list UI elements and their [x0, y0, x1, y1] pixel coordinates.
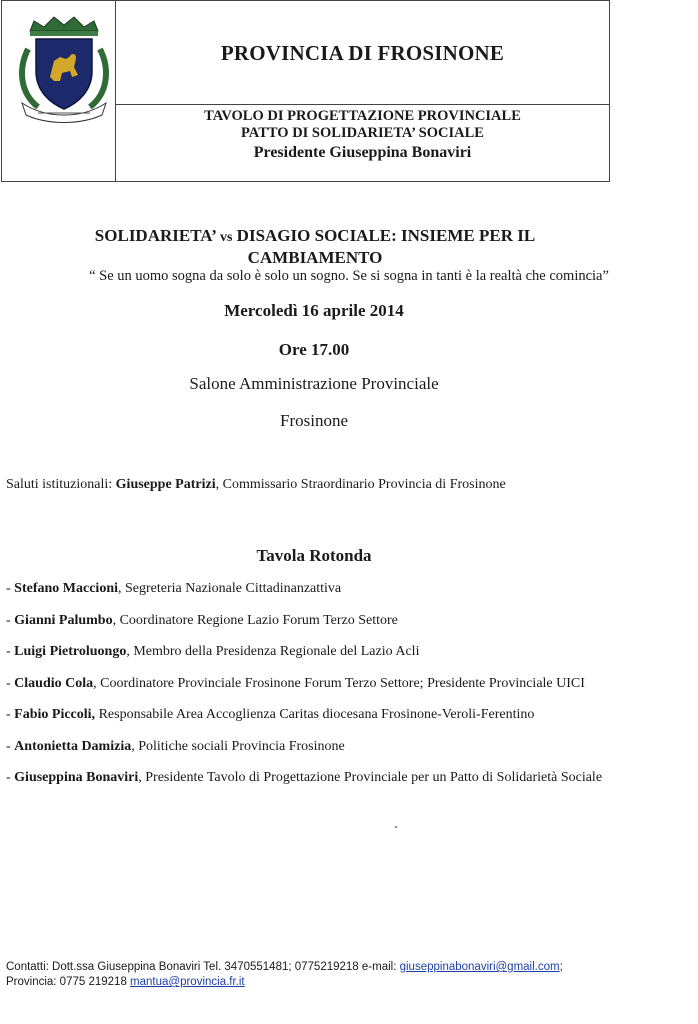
- event-title-part2: DISAGIO SOCIALE: INSIEME PER IL CAMBIAMENTO: [236, 226, 536, 267]
- speaker-name: Giuseppina Bonaviri: [14, 770, 139, 785]
- letterhead-horizontal-divider: [115, 104, 609, 105]
- speaker-name: Stefano Maccioni: [14, 581, 118, 596]
- round-table-title: Tavola Rotonda: [256, 546, 372, 565]
- contact-email-link[interactable]: giuseppinabonaviri@gmail.com: [399, 961, 560, 973]
- greetings-speaker-role: , Commissario Straordinario Provincia di Frosinone: [215, 477, 506, 492]
- speaker-name: Claudio Cola: [14, 675, 94, 691]
- speaker-name: Fabio Piccoli,: [14, 707, 96, 722]
- event-title-vs: vs: [219, 230, 233, 245]
- speaker-role: , Politiche sociali Provincia Frosinone: [131, 738, 345, 754]
- speaker-item: - Antonietta Damizia, Politiche sociali Provincia Frosinone: [6, 738, 345, 754]
- institutional-greetings: [6, 477, 506, 493]
- event-venue: Salone Amministrazione Provinciale: [189, 374, 439, 393]
- speaker-role: Responsabile Area Accoglienza Caritas diocesana Frosinone-Veroli-Ferentino: [95, 707, 535, 722]
- speaker-name: Antonietta Damizia: [14, 738, 132, 754]
- speaker-item: - Gianni Palumbo, Coordinatore Regione Lazio Forum Terzo Settore: [6, 612, 398, 628]
- speaker-role: , Presidente Tavolo di Progettazione Provinciale per un Patto di Solidarietà Sociale: [138, 770, 603, 785]
- president-line: Presidente Giuseppina Bonaviri: [253, 144, 472, 161]
- speaker-item: - Stefano Maccioni, Segreteria Nazionale Cittadinanzattiva: [6, 581, 342, 596]
- speaker-role: , Segreteria Nazionale Cittadinanzattiva: [118, 581, 342, 596]
- speaker-list: [6, 581, 602, 802]
- event-title-part1: SOLIDARIETA’: [94, 226, 216, 245]
- speaker-role: , Coordinatore Regione Lazio Forum Terzo Settore: [112, 612, 398, 628]
- speaker-item: - Giuseppina Bonaviri, Presidente Tavolo di Progettazione Provinciale per un Patto di Solidarietà Sociale: [6, 770, 603, 785]
- province-contacts-line: [6, 975, 563, 990]
- speaker-item: - Fabio Piccoli, Responsabile Area Accoglienza Caritas diocesana Frosinone-Veroli-Ferentino: [6, 707, 535, 722]
- province-email-link[interactable]: mantua@provincia.fr.it: [130, 976, 245, 988]
- contacts-text: Contatti: Dott.ssa Giuseppina Bonaviri Tel. 3470551481; 0775219218 e-mail:: [6, 961, 400, 973]
- speaker-name: Luigi Pietroluongo: [14, 644, 127, 659]
- speaker-item: - Claudio Cola, Coordinatore Provinciale Frosinone Forum Terzo Settore; Presidente Provinciale UICI: [6, 675, 585, 691]
- solidarity-pact-title: PATTO DI SOLIDARIETA’ SOCIALE: [241, 125, 484, 141]
- event-time: Ore 17.00: [278, 340, 350, 359]
- province-title: PROVINCIA DI FROSINONE: [220, 41, 505, 65]
- speaker-role: , Coordinatore Provinciale Frosinone Forum Terzo Settore; Presidente Provinciale UICI: [93, 675, 585, 691]
- greetings-speaker-name: Giuseppe Patrizi: [115, 477, 216, 492]
- speaker-item: - Luigi Pietroluongo, Membro della Presidenza Regionale del Lazio Acli: [6, 644, 420, 659]
- letterhead-box: [1, 0, 610, 182]
- provincial-coat-of-arms-icon: [16, 11, 112, 123]
- contacts-footer: [6, 960, 563, 990]
- event-title: [60, 226, 570, 268]
- contacts-line: [6, 960, 563, 975]
- contacts-line-end: ;: [559, 961, 563, 973]
- speaker-role: , Membro della Presidenza Regionale del Lazio Acli: [126, 644, 420, 659]
- scan-speck: [395, 826, 397, 828]
- speaker-name: Gianni Palumbo: [14, 612, 113, 628]
- event-date: Mercoledì 16 aprile 2014: [224, 301, 404, 320]
- project-table-title: TAVOLO DI PROGETTAZIONE PROVINCIALE: [204, 108, 521, 124]
- greetings-label: Saluti istituzionali:: [6, 477, 113, 492]
- event-city: Frosinone: [280, 411, 348, 430]
- event-quote: “ Se un uomo sogna da solo è solo un sogno. Se si sogna in tanti è la realtà che comincia”: [89, 268, 609, 284]
- province-contacts-text: Provincia: 0775 219218: [6, 976, 131, 988]
